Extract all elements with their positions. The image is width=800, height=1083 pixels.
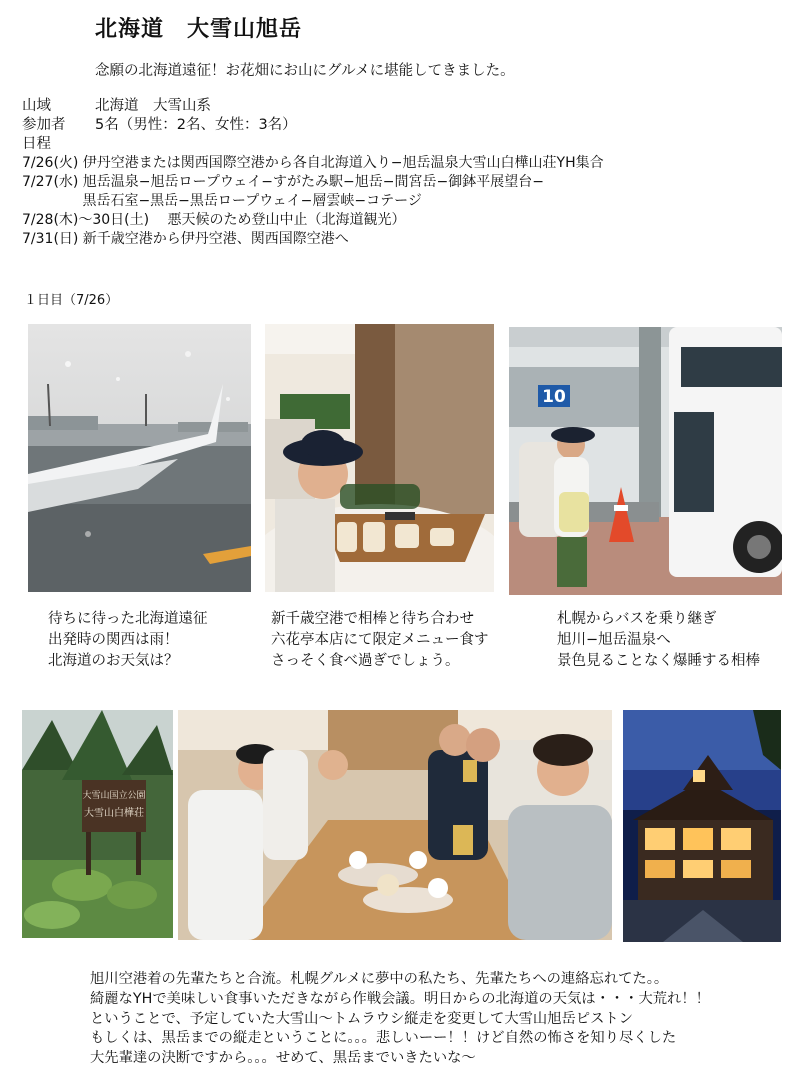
schedule-label: 日程 <box>22 136 51 152</box>
paragraph-line: 旭川空港着の先輩たちと合流。札幌グルメに夢中の私たち、先輩たちへの連絡忘れてた。。 <box>90 971 669 987</box>
members-label: 参加者 <box>22 117 66 133</box>
paragraph-line: 大先輩達の決断ですから。。。せめて、黒岳までいきたいな～ <box>90 1050 476 1067</box>
caption-line: 新千歳空港で相棒と待ち合わせ <box>271 611 474 627</box>
page-subtitle: 念願の北海道遠征！お花畑にお山にグルメに堪能してきました。 <box>95 63 515 79</box>
photo-caption <box>271 609 489 672</box>
schedule-line: 7/31(日) 新千歳空港から伊丹空港、関西国際空港へ <box>22 231 349 247</box>
caption-line: 待ちに待った北海道遠征 <box>48 611 208 627</box>
bus-stop-number: 10 <box>542 387 566 407</box>
group-dinner-photo <box>178 710 612 940</box>
schedule-line: 黒岳石室−黒岳−黒岳ロープウェイ−層雲峡−コテージ <box>22 193 422 209</box>
members-value: 5名（男性：2名、女性：3名） <box>95 117 297 133</box>
caption-line: 旭川−旭岳温泉へ <box>557 632 671 648</box>
schedule-line: 7/27(水) 旭岳温泉−旭岳ロープウェイ−すがたみ駅−旭岳−間宮岳−御鉢平展望台− <box>22 174 544 190</box>
cafe-photo <box>265 324 494 592</box>
caption-line: 景色見ることなく爆睡する相棒 <box>557 653 760 669</box>
paragraph-line: もしくは、黒岳までの縦走ということに。。。悲しいーー！！けど自然の怖さを知り尽くした <box>90 1030 677 1047</box>
lodge-sign-photo <box>22 710 173 938</box>
lodge-dusk-photo <box>623 710 781 942</box>
caption-line: 六花亭本店にて限定メニュー食す <box>271 632 489 648</box>
area-value: 北海道 大雪山系 <box>95 98 211 114</box>
caption-line: 出発時の関西は雨！ <box>48 632 179 648</box>
sign-line2: 大雪山白樺荘 <box>84 808 144 819</box>
sign-line1: 大雪山国立公園 <box>82 791 146 801</box>
schedule-line: 7/26(火) 伊丹空港または関西国際空港から各自北海道入り−旭岳温泉大雪山白樺山荘YH集合 <box>22 155 604 171</box>
airplane-window-photo <box>28 324 251 592</box>
bus-stop-photo <box>509 327 782 595</box>
photo-caption <box>557 609 760 672</box>
page-title: 北海道 大雪山旭岳 <box>95 17 303 42</box>
day1-label: １日目（7/26） <box>24 293 119 308</box>
paragraph-line: ということで、予定していた大雪山～トムラウシ縦走を変更して大雪山旭岳ピストン <box>90 1010 633 1027</box>
day1-paragraph <box>90 970 710 1069</box>
caption-line: 札幌からバスを乗り継ぎ <box>557 611 717 627</box>
paragraph-line: 綺麗なYHで美味しい食事いただきながら作戦会議。明日からの北海道の天気は・・・大荒れ！！ <box>90 990 710 1007</box>
caption-line: さっそく食べ過ぎでしょう。 <box>271 653 460 669</box>
caption-line: 北海道のお天気は？ <box>48 653 179 669</box>
photo-caption <box>48 609 208 672</box>
schedule-line: 7/28(木)～30日(土) 悪天候のため登山中止（北海道観光） <box>22 212 406 228</box>
area-label: 山域 <box>22 98 51 114</box>
